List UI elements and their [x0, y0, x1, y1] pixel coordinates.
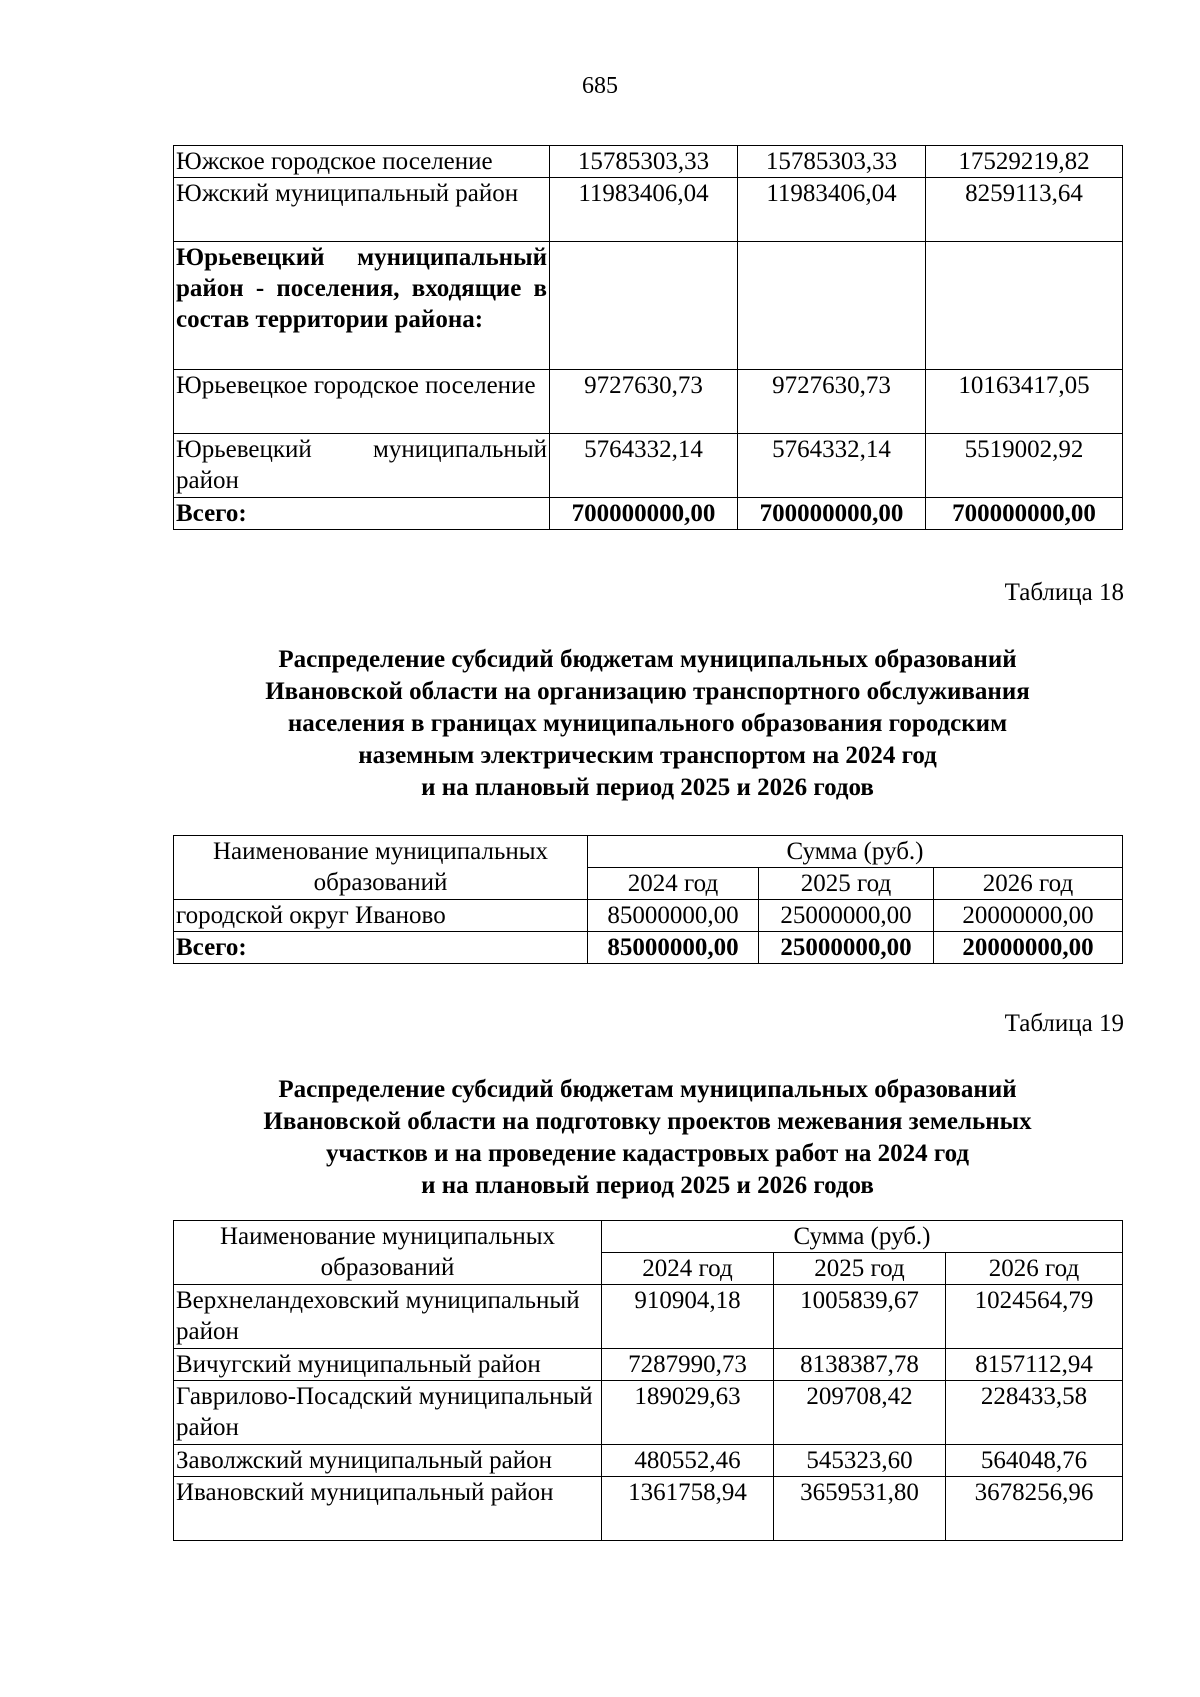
value-2024: 7287990,73: [602, 1349, 774, 1381]
value-2024: 480552,46: [602, 1445, 774, 1477]
title-line: Распределение субсидий бюджетам муниципальных образований: [278, 1076, 1017, 1103]
value-2025: 3659531,80: [774, 1477, 946, 1541]
value-2024: 189029,63: [602, 1381, 774, 1445]
header-year-2024: 2024 год: [602, 1253, 774, 1285]
row-name: городской округ Иваново: [174, 900, 588, 932]
value-2024: 85000000,00: [588, 900, 759, 932]
table-row: [174, 900, 1123, 932]
table-total-row: [174, 498, 1123, 530]
row-name: Ивановский муниципальный район: [174, 1477, 602, 1541]
row-name: Юрьевецкий муниципальный район: [174, 434, 550, 498]
value-2026: 564048,76: [946, 1445, 1123, 1477]
value-2025: 1005839,67: [774, 1285, 946, 1349]
value-2025: 8138387,78: [774, 1349, 946, 1381]
table-17-continuation: [173, 145, 1123, 530]
row-name-group-heading: Юрьевецкий муниципальный район - поселения, входящие в состав территории района:: [174, 242, 550, 370]
total-2026: 700000000,00: [926, 498, 1123, 530]
header-name-column: Наименование муниципальных образований: [174, 836, 588, 900]
table-row: [174, 1349, 1123, 1381]
value-2025: 11983406,04: [738, 178, 926, 242]
title-line: и на плановый период 2025 и 2026 годов: [421, 774, 874, 801]
title-line: Распределение субсидий бюджетам муниципальных образований: [278, 646, 1017, 673]
row-name: Гаврилово-Посадский муниципальный район: [174, 1381, 602, 1445]
table-19-number: Таблица 19: [1004, 1010, 1124, 1037]
header-year-2024: 2024 год: [588, 868, 759, 900]
row-name: Южское городское поселение: [174, 146, 550, 178]
page-number: 685: [582, 73, 618, 99]
table-18: [173, 835, 1123, 964]
value-2024: 5764332,14: [550, 434, 738, 498]
table-row: [174, 146, 1123, 178]
value-2025: 25000000,00: [759, 900, 934, 932]
value-2025: 15785303,33: [738, 146, 926, 178]
title-line: и на плановый период 2025 и 2026 годов: [421, 1172, 874, 1199]
title-line: наземным электрическим транспортом на 2024 год: [358, 742, 937, 769]
table-row: [174, 1381, 1123, 1445]
row-name: Южский муниципальный район: [174, 178, 550, 242]
table-19: [173, 1220, 1123, 1541]
title-line: населения в границах муниципального образования городским: [287, 710, 1008, 737]
value-2026: 1024564,79: [946, 1285, 1123, 1349]
total-2025: 700000000,00: [738, 498, 926, 530]
header-sum-column: Сумма (руб.): [602, 1221, 1123, 1253]
value-2025: 545323,60: [774, 1445, 946, 1477]
title-line: участков и на проведение кадастровых работ на 2024 год: [325, 1140, 970, 1167]
value-2026: 20000000,00: [934, 900, 1123, 932]
value-2025: 9727630,73: [738, 370, 926, 434]
value-2024: 11983406,04: [550, 178, 738, 242]
table-row: [174, 434, 1123, 498]
header-name-column: Наименование муниципальных образований: [174, 1221, 602, 1285]
header-year-2025: 2025 год: [774, 1253, 946, 1285]
table-total-row: [174, 932, 1123, 964]
title-line: Ивановской области на организацию транспортного обслуживания: [265, 678, 1030, 705]
value-2024: 1361758,94: [602, 1477, 774, 1541]
value-2024: 15785303,33: [550, 146, 738, 178]
total-2025: 25000000,00: [759, 932, 934, 964]
value-2025: 209708,42: [774, 1381, 946, 1445]
value-2026: 17529219,82: [926, 146, 1123, 178]
header-year-2025: 2025 год: [759, 868, 934, 900]
table-row: [174, 1477, 1123, 1541]
table-row: [174, 370, 1123, 434]
title-line: Ивановской области на подготовку проектов межевания земельных: [263, 1108, 1032, 1135]
header-year-2026: 2026 год: [946, 1253, 1123, 1285]
value-2026: 8259113,64: [926, 178, 1123, 242]
table-18-number: Таблица 18: [1004, 579, 1124, 606]
value-2026: 3678256,96: [946, 1477, 1123, 1541]
value-2026: 228433,58: [946, 1381, 1123, 1445]
table-row: [174, 1445, 1123, 1477]
total-label: Всего:: [174, 932, 588, 964]
table-18-title: [173, 644, 1122, 804]
table-header-row: [174, 836, 1123, 868]
row-name: Верхнеландеховский муниципальный район: [174, 1285, 602, 1349]
table-row: [174, 242, 1123, 370]
header-year-2026: 2026 год: [934, 868, 1123, 900]
row-name: Юрьевецкое городское поселение: [174, 370, 550, 434]
value-2025: [738, 242, 926, 370]
value-2026: 10163417,05: [926, 370, 1123, 434]
value-2026: [926, 242, 1123, 370]
total-2026: 20000000,00: [934, 932, 1123, 964]
total-2024: 85000000,00: [588, 932, 759, 964]
total-label: Всего:: [174, 498, 550, 530]
value-2025: 5764332,14: [738, 434, 926, 498]
row-name: Вичугский муниципальный район: [174, 1349, 602, 1381]
value-2026: 5519002,92: [926, 434, 1123, 498]
table-row: [174, 1285, 1123, 1349]
value-2024: 910904,18: [602, 1285, 774, 1349]
value-2024: 9727630,73: [550, 370, 738, 434]
header-sum-column: Сумма (руб.): [588, 836, 1123, 868]
table-header-row: [174, 1221, 1123, 1253]
value-2024: [550, 242, 738, 370]
total-2024: 700000000,00: [550, 498, 738, 530]
table-row: [174, 178, 1123, 242]
row-name: Заволжский муниципальный район: [174, 1445, 602, 1477]
value-2026: 8157112,94: [946, 1349, 1123, 1381]
table-19-title: [173, 1074, 1122, 1202]
